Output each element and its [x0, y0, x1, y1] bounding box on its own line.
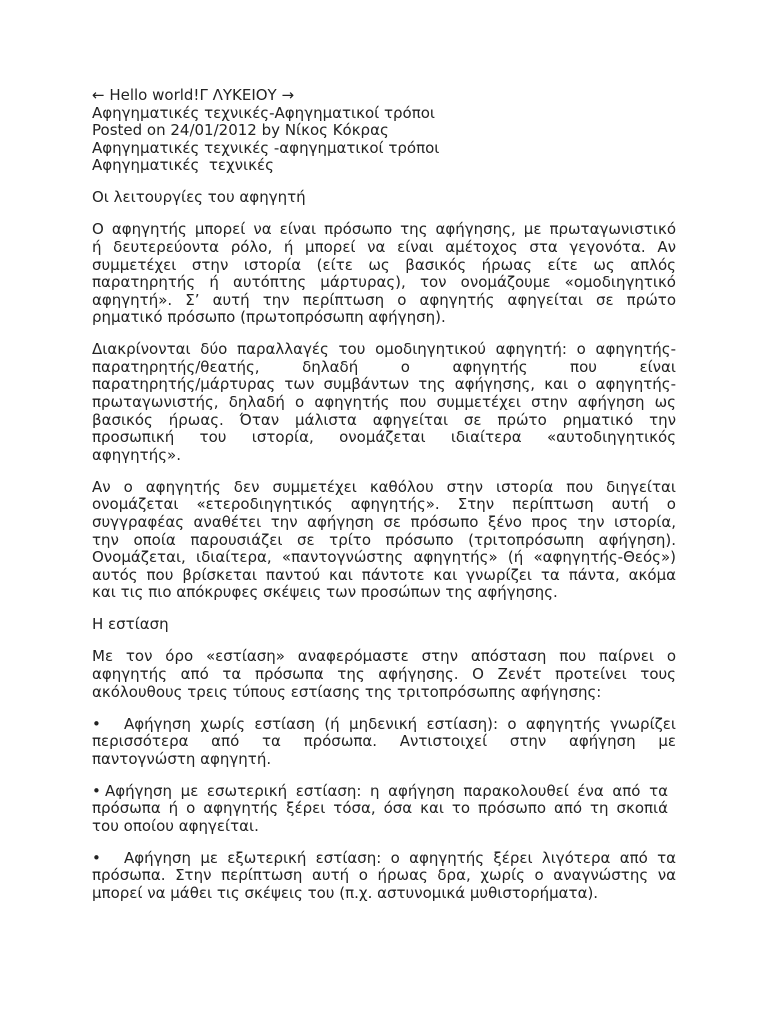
bullet-line: [92, 783, 668, 801]
post-header: [92, 87, 676, 175]
paragraph-line: Ο αφηγητής μπορεί να είναι πρόσωπο της αφήγησης, με πρωταγωνιστικό: [92, 220, 676, 239]
paragraph-line: Ονομάζεται, ιδιαίτερα, «παντογνώστης αφηγητής» (ή «αφηγητής-Θεός»): [92, 548, 676, 567]
bullet-line: [92, 850, 676, 868]
paragraph-line: παρατηρητής ή αυτόπτης μάρτυρας), τον ονομάζουμε «ομοδιηγητικό: [92, 273, 676, 292]
paragraph-line: και τις πιο απόκρυφες σκέψεις των προσώπων της αφήγησης.: [92, 583, 558, 602]
bullet-icon: •: [92, 848, 101, 867]
bullet-item-zero-focalization: [92, 716, 676, 769]
paragraph-line: την οποία παρουσιάζει σε τρίτο πρόσωπο (τριτοπρόσωπη αφήγηση).: [92, 530, 676, 549]
post-date: 24/01/2012: [170, 121, 257, 140]
paragraph-line: Αν ο αφηγητής δεν συμμετέχει καθόλου στην ιστορία που διηγείται: [92, 477, 676, 496]
section-heading-narrator: Οι λειτουργίες του αφηγητή: [92, 188, 306, 207]
by-label: by: [261, 121, 281, 140]
paragraph-homodiegetic-variants: [92, 341, 676, 464]
prev-post-link: ← Hello world!: [92, 86, 200, 104]
paragraph-line: συγγραφέας αναθέτει την αφήγηση σε πρόσωπο ξένο προς την ιστορία,: [92, 513, 676, 532]
paragraph-line: βασικός ήρωας. Όταν μάλιστα αφηγείται σε πρώτο ρηματικό την: [92, 410, 676, 429]
bullet-line-text: Αφήγηση χωρίς εστίαση (ή μηδενική εστίαση): ο αφηγητής γνωρίζει: [124, 714, 676, 733]
paragraph-line: Με τον όρο «εστίαση» αναφερόμαστε στην απόσταση που παίρνει ο: [92, 647, 676, 666]
paragraph-line: αφηγητής από τα πρόσωπα της αφήγησης. Ο Ζενέτ προτείνει τους: [92, 664, 676, 683]
post-subtitle: Αφηγηματικές τεχνικές -αφηγηματικοί τρόποι: [92, 138, 440, 157]
paragraph-line: ακόλουθους τρεις τύπους εστίασης της τριτοπρόσωπης αφήγησης:: [92, 682, 602, 701]
bullet-line: παντογνώστη αφηγητή.: [92, 749, 272, 768]
bullet-icon: •: [92, 781, 101, 800]
post-title: Αφηγηματικές τεχνικές-Αφηγηματικοί τρόποι: [92, 103, 435, 122]
posted-label: Posted on: [92, 121, 166, 140]
bullet-icon: •: [92, 714, 101, 733]
document-body: [92, 87, 676, 903]
post-meta: [92, 122, 676, 140]
paragraph-line: αφηγητής».: [92, 445, 181, 464]
paragraph-line: συμμετέχει στην ιστορία (είτε ως βασικός ήρωας είτε ως απλός: [92, 255, 676, 274]
bullet-line: [92, 716, 676, 734]
paragraph-line: ή δευτερεύοντα ρόλο, ή μπορεί να είναι αμέτοχος στα γεγονότα. Αν: [92, 237, 676, 256]
bullet-line: μπορεί να μάθει τις σκέψεις του (π.χ. αστυνομικά μυθιστορήματα).: [92, 884, 599, 903]
paragraph-line: αυτός που βρίσκεται παντού και πάντοτε και γνωρίζει τα πάντα, ακόμα: [92, 565, 676, 584]
paragraph-narrator-role: [92, 221, 676, 327]
paragraph-line: παρατηρητής/θεατής, δηλαδή ο αφηγητής που είναι: [92, 357, 676, 376]
paragraph-focalization-intro: [92, 648, 676, 701]
topic-label-text: Αφηγηματικές τεχνικές: [92, 156, 274, 175]
bullet-line: πρόσωπα. Στην περίπτωση αυτή ο ήρωας δρα, χωρίς ο αναγνώστης να: [92, 866, 676, 885]
post-author: Νίκος Κόκρας: [284, 121, 389, 140]
paragraph-line: προσωπική του ιστορία, ονομάζεται ιδιαίτερα «αυτοδιηγητικός: [92, 428, 676, 447]
paragraph-heterodiegetic: [92, 479, 676, 602]
paragraph-line: πρωταγωνιστής, δηλαδή ο αφηγητής που συμμετέχει στην αφήγηση ως: [92, 393, 676, 412]
bullet-item-external-focalization: [92, 850, 676, 903]
bullet-line: του οποίου αφηγείται.: [92, 816, 259, 835]
post-navigation: [92, 87, 676, 105]
paragraph-line: Διακρίνονται δύο παραλλαγές του ομοδιηγητικού αφηγητή: ο αφηγητής-: [92, 340, 676, 359]
paragraph-line: ρηματικό πρόσωπο (πρωτοπρόσωπη αφήγηση).: [92, 308, 446, 327]
section-heading-focalization: Η εστίαση: [92, 615, 169, 634]
bullet-line: περισσότερα από τα πρόσωπα. Αντιστοιχεί στην αφήγηση με: [92, 732, 676, 751]
topic-label: [92, 157, 676, 175]
paragraph-line: παρατηρητής/μάρτυρας των συμβάντων της αφήγησης, και ο αφηγητής-: [92, 375, 676, 394]
next-post-link: Γ ΛΥΚΕΙΟΥ →: [199, 86, 295, 104]
paragraph-line: ονομάζεται «ετεροδιηγητικός αφηγητής». Στην περίπτωση αυτή ο: [92, 495, 676, 514]
bullet-item-internal-focalization: [92, 783, 676, 836]
bullet-line-text: Αφήγηση με εσωτερική εστίαση: η αφήγηση παρακολουθεί ένα από τα: [105, 781, 668, 800]
bullet-line: πρόσωπα ή ο αφηγητής ξέρει τόσα, όσα και το πρόσωπο από τη σκοπιά: [92, 799, 668, 818]
paragraph-line: αφηγητή». Σ’ αυτή την περίπτωση ο αφηγητής αφηγείται σε πρώτο: [92, 290, 676, 309]
bullet-line-text: Αφήγηση με εξωτερική εστίαση: ο αφηγητής ξέρει λιγότερα από τα: [124, 848, 676, 867]
